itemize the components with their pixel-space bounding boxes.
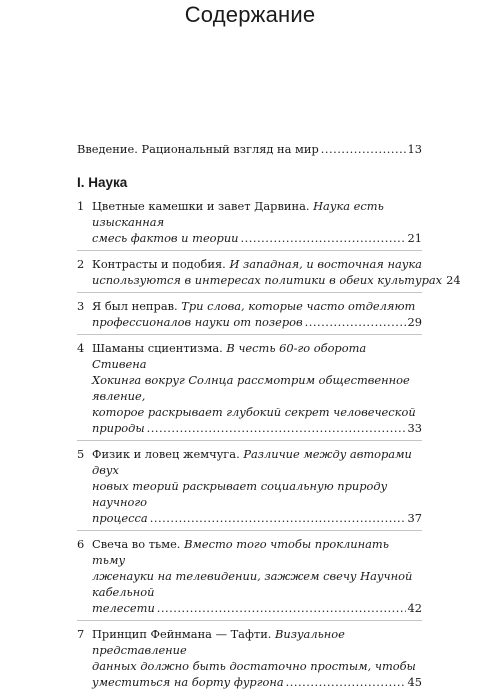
dot-leader [150, 510, 406, 526]
toc-entry-title: Контрасты и подобия. [92, 257, 230, 271]
toc-entry-subtitle: процесса [92, 511, 148, 525]
toc-entry-subtitle: В честь 60-го оборота Стивена [92, 341, 367, 371]
toc-entry-line [92, 626, 422, 658]
toc-entry-text [92, 405, 416, 419]
toc-entry-subtitle: Различие между авторами двух [92, 447, 412, 477]
toc-entry-subtitle: Хокинга вокруг Солнца рассмотрим общественное явление, [92, 373, 410, 403]
toc-entry-line [92, 568, 422, 600]
toc-entry-line [92, 340, 422, 372]
toc-page-number: 45 [407, 675, 422, 689]
toc-entry-text [92, 537, 389, 567]
toc-entry-text [92, 420, 145, 436]
toc-page-number: 33 [407, 421, 422, 435]
toc-entry-line [92, 658, 422, 674]
toc-entry-subtitle: Визуальное представление [92, 627, 345, 657]
toc-entry[interactable] [77, 198, 422, 246]
toc-entry[interactable] [77, 298, 422, 330]
entry-divider [77, 334, 422, 335]
entry-divider [77, 440, 422, 441]
dot-leader [157, 600, 406, 616]
toc-entry-line [92, 478, 422, 510]
toc-entry-text [92, 341, 366, 371]
toc-entry-text [92, 272, 442, 288]
toc-entry-line [92, 510, 422, 526]
page-title: Содержание [184, 2, 316, 27]
toc-entry-subtitle: лженауки на телевидении, зажжем свечу Научной кабельной [92, 569, 413, 599]
toc-intro-entry[interactable] [77, 141, 422, 157]
toc-page-number: 21 [407, 231, 422, 245]
toc-entry-number: 3 [77, 299, 85, 313]
toc-entry-subtitle: природы [92, 421, 145, 435]
toc-entry-subtitle: телесети [92, 601, 155, 615]
toc-entry-subtitle: Три слова, которые часто отделяют [181, 299, 416, 313]
dot-leader [147, 420, 406, 436]
toc-entry-text [92, 510, 148, 526]
entry-divider [77, 250, 422, 251]
toc-entry-subtitle: профессионалов науки от позеров [92, 315, 303, 329]
toc-entry-line [92, 446, 422, 478]
toc-entry-list [77, 198, 461, 690]
toc-entry-title: Цветные камешки и завет Дарвина. [92, 199, 314, 213]
toc-entry[interactable] [77, 256, 461, 288]
toc-entry-line [92, 372, 422, 404]
toc-entry[interactable] [77, 446, 422, 526]
toc-entry-subtitle: данных должно быть достаточно простым, чтобы [92, 659, 416, 673]
toc-entry-text [92, 230, 239, 246]
toc-entry-subtitle: И западная, и восточная наука [229, 257, 422, 271]
toc-entry-line [92, 600, 422, 616]
toc-entry[interactable] [77, 536, 422, 616]
toc-entry-text [92, 600, 155, 616]
toc-entry-subtitle: Наука есть изысканная [92, 199, 384, 229]
toc-entry-subtitle: Вместо того чтобы проклинать тьму [92, 537, 389, 567]
toc-entry-text [92, 199, 384, 229]
toc-entry-line [92, 272, 461, 288]
toc-entry-text [92, 627, 345, 657]
dot-leader [286, 674, 406, 690]
entry-divider [77, 530, 422, 531]
toc-entry-text [92, 569, 412, 599]
toc-entry-text [92, 674, 284, 690]
toc-page-number: 24 [446, 273, 461, 287]
toc-entry-line [92, 674, 422, 690]
toc-entry-title: Свеча во тьме. [92, 537, 185, 551]
dot-leader [305, 314, 406, 330]
toc-entry-number: 2 [77, 257, 85, 271]
toc-entry-line [92, 198, 422, 230]
toc-entry-subtitle: которое раскрывает глубокий секрет человеческой [92, 405, 416, 419]
toc-entry-title: Шаманы сциентизма. [92, 341, 227, 355]
toc-page-number: 13 [407, 142, 422, 156]
toc-entry-text [92, 479, 387, 509]
toc-entry-number: 1 [77, 199, 85, 213]
toc-page-number: 42 [407, 601, 422, 615]
toc-entry-subtitle: новых теорий раскрывает социальную природу научного [92, 479, 388, 509]
toc-entry-number: 5 [77, 447, 85, 461]
toc-entry-line [92, 420, 422, 436]
toc-entry-number: 6 [77, 537, 85, 551]
toc-entry-text [92, 447, 412, 477]
toc-intro-title: Введение. Рациональный взгляд на мир [77, 142, 319, 156]
toc-entry-text [92, 299, 415, 313]
toc-entry-text [92, 314, 303, 330]
toc-entry-subtitle: уместиться на борту фургона [92, 675, 284, 689]
toc-entry-subtitle: используются в интересах политики в обеих культурах [92, 273, 443, 287]
section-heading: I. Наука [77, 175, 128, 190]
toc-entry-title: Физик и ловец жемчуга. [92, 447, 244, 461]
toc-entry-line [92, 256, 422, 272]
dot-leader [321, 141, 406, 157]
toc-entry[interactable] [77, 340, 422, 436]
toc-entry-title: Я был неправ. [92, 299, 182, 313]
toc-entry-line [92, 536, 422, 568]
toc-entry-number: 4 [77, 341, 85, 355]
toc-entry-title: Принцип Фейнмана — Тафти. [92, 627, 276, 641]
toc-entry-subtitle: смесь фактов и теории [92, 231, 239, 245]
toc-entry-line [92, 404, 422, 420]
entry-divider [77, 292, 422, 293]
toc-entry-text [92, 659, 416, 673]
entry-divider [77, 620, 422, 621]
toc-entry-line [92, 314, 422, 330]
toc-entry-text [92, 257, 422, 271]
toc-entry-line [92, 298, 422, 314]
toc-entry[interactable] [77, 626, 422, 690]
toc-page-number: 37 [407, 511, 422, 525]
toc-page-number: 29 [407, 315, 422, 329]
toc-entry-line [92, 230, 422, 246]
toc-entry-text [92, 373, 410, 403]
toc-entry-number: 7 [77, 627, 85, 641]
dot-leader [241, 230, 406, 246]
